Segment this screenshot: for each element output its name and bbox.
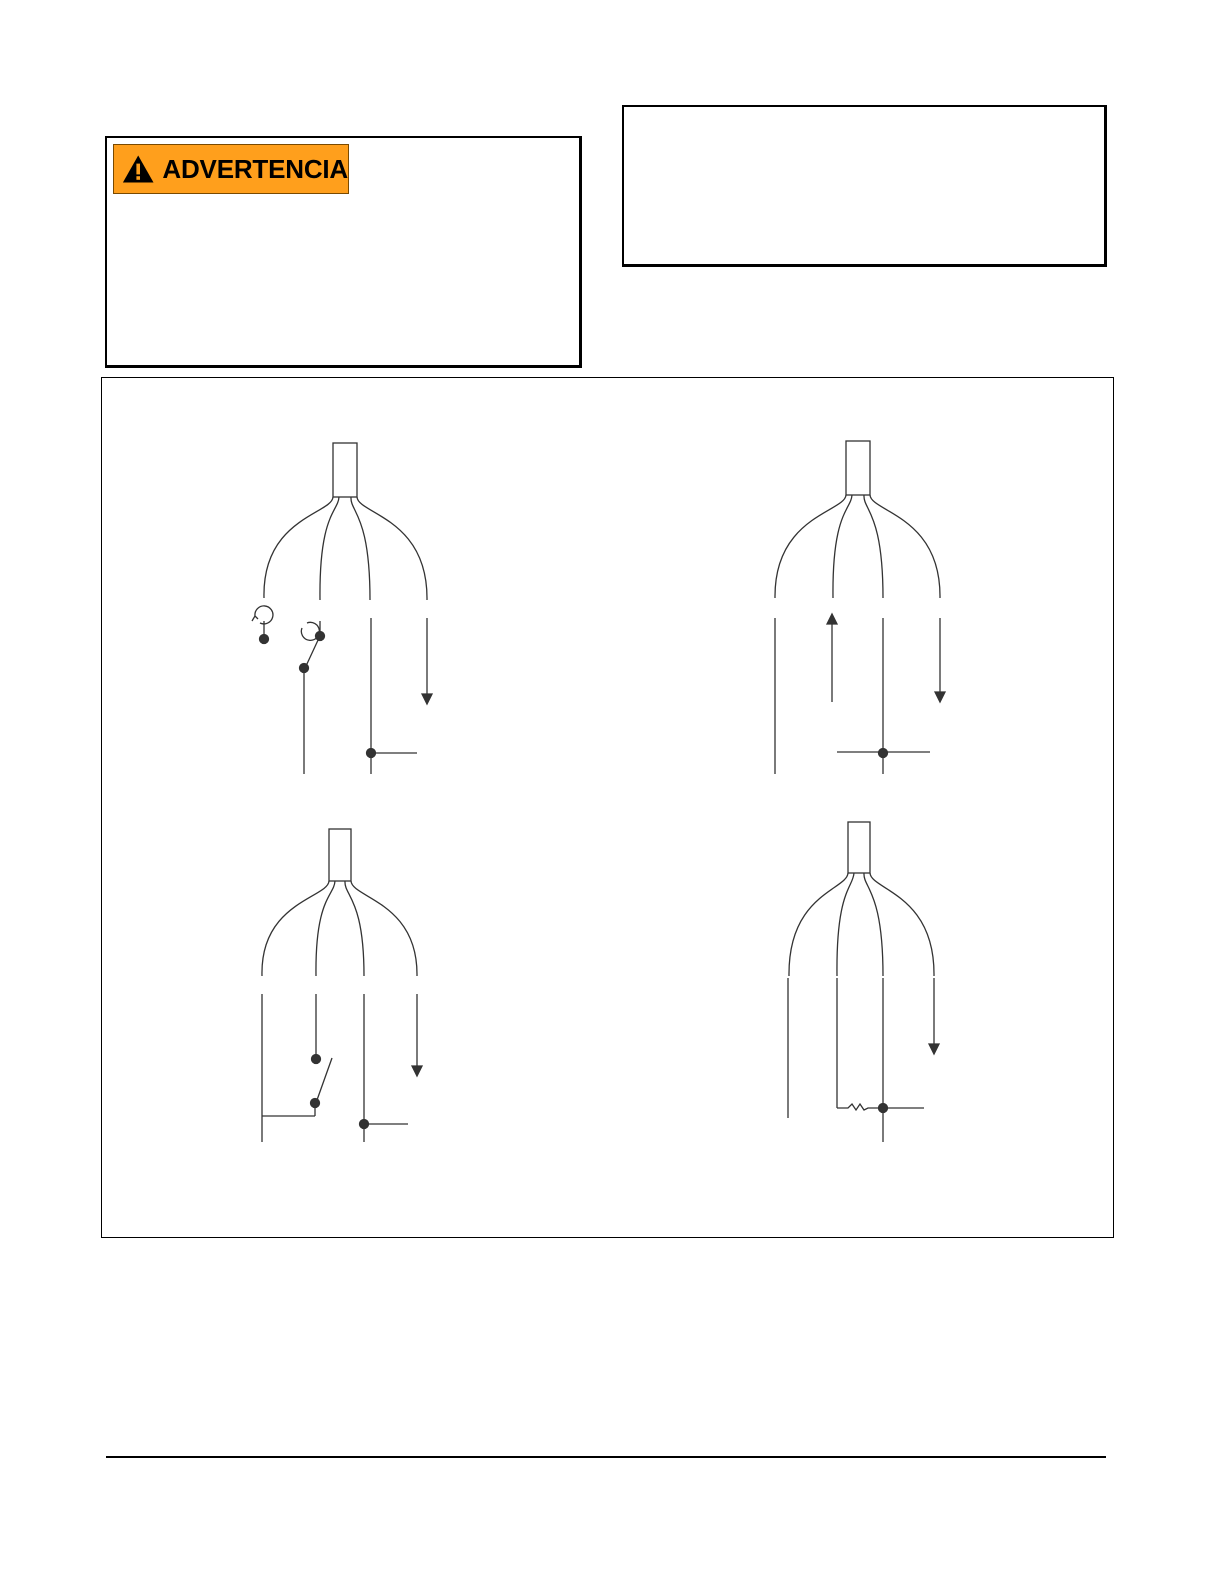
warning-triangle-icon [122,153,154,185]
wiring-diagram-4 [788,822,939,1142]
wiring-diagrams-frame [101,377,1114,1238]
wiring-diagram-3 [262,829,422,1142]
wiring-diagram-1 [252,443,432,774]
warning-box [105,136,582,368]
notice-box [622,105,1107,267]
footer-rule [106,1456,1106,1458]
warning-label: ADVERTENCIA [162,153,348,184]
warning-badge [113,144,349,194]
wiring-diagram-2 [775,441,945,774]
